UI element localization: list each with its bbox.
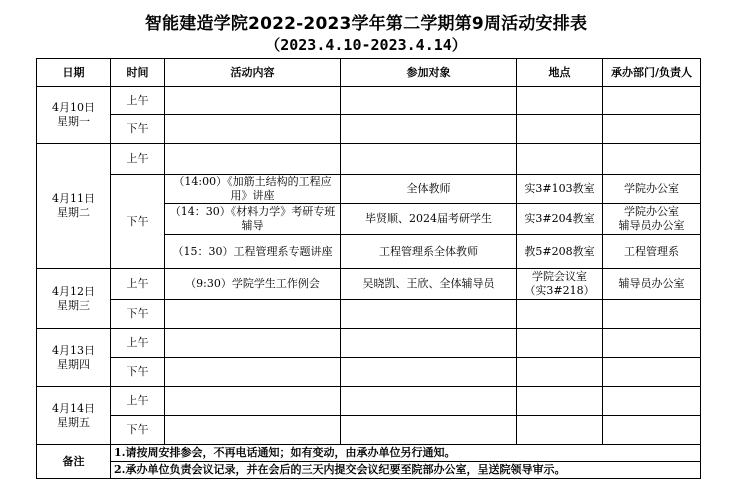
header-time: 时间: [111, 59, 165, 87]
day-weekday: 星期二: [57, 206, 90, 219]
empty-cell: [341, 144, 517, 175]
event-participants: 毕贤顺、2024届考研学生: [341, 204, 517, 235]
empty-cell: [603, 300, 701, 329]
empty-cell: [165, 329, 341, 358]
period-am: 上午: [111, 144, 165, 175]
empty-cell: [165, 87, 341, 115]
empty-cell: [341, 300, 517, 329]
period-pm: 下午: [111, 115, 165, 144]
day-cell-monday: [37, 87, 111, 144]
notes-label: 备注: [37, 445, 111, 479]
note-line-2: 2.承办单位负责会议记录，并在会后的三天内提交会议纪要至院部办公室，呈送院领导审示。: [111, 462, 701, 479]
empty-cell: [603, 329, 701, 358]
event-location: 教5#208教室: [517, 235, 603, 269]
empty-cell: [341, 87, 517, 115]
day-date: 4月13日: [52, 343, 95, 357]
day-cell-thursday: [37, 329, 111, 387]
day-weekday: 星期三: [57, 298, 90, 312]
day-cell-friday: [37, 387, 111, 445]
day-date: 4月14日: [52, 401, 95, 415]
header-date: 日期: [37, 59, 111, 87]
empty-cell: [517, 358, 603, 387]
empty-cell: [517, 416, 603, 445]
empty-cell: [341, 387, 517, 416]
event-organizer: 工程管理系: [603, 235, 701, 269]
event-organizer: 学院办公室 辅导员办公室: [603, 204, 701, 235]
period-am: 上午: [111, 87, 165, 115]
page-title: 智能建造学院2022-2023学年第二学期第9周活动安排表: [144, 14, 588, 34]
header-organizer: 承办部门/负责人: [603, 59, 701, 87]
event-location: 学院会议室 （实3#218）: [517, 269, 603, 300]
empty-cell: [603, 144, 701, 175]
empty-cell: [603, 358, 701, 387]
empty-cell: [517, 144, 603, 175]
day-weekday: 星期一: [57, 115, 90, 128]
period-pm: 下午: [111, 175, 165, 269]
empty-cell: [165, 115, 341, 144]
event-content: （14:00）《加筋土结构的工程应用》讲座: [165, 175, 341, 204]
day-date: 4月12日: [52, 284, 95, 298]
empty-cell: [603, 416, 701, 445]
event-organizer: 学院办公室: [603, 175, 701, 204]
day-date: 4月10日: [52, 101, 95, 114]
empty-cell: [603, 87, 701, 115]
empty-cell: [165, 416, 341, 445]
day-cell-wednesday: [37, 269, 111, 329]
empty-cell: [517, 300, 603, 329]
event-content: （14：30）《材料力学》考研专班辅导: [165, 204, 341, 235]
empty-cell: [603, 387, 701, 416]
empty-cell: [165, 387, 341, 416]
schedule-table: [36, 58, 701, 479]
day-weekday: 星期五: [57, 415, 90, 429]
day-date: 4月11日: [52, 192, 95, 205]
empty-cell: [341, 329, 517, 358]
event-participants: 全体教师: [341, 175, 517, 204]
period-pm: 下午: [111, 300, 165, 329]
empty-cell: [341, 115, 517, 144]
period-am: 上午: [111, 387, 165, 416]
note-line-1: 1.请按周安排参会，不再电话通知；如有变动，由承办单位另行通知。: [111, 445, 701, 462]
event-participants: 吴晓凯、王欣、全体辅导员: [341, 269, 517, 300]
event-content: （15：30）工程管理系专题讲座: [165, 235, 341, 269]
event-location: 实3#204教室: [517, 204, 603, 235]
empty-cell: [165, 144, 341, 175]
empty-cell: [603, 115, 701, 144]
event-organizer: 辅导员办公室: [603, 269, 701, 300]
empty-cell: [341, 358, 517, 387]
empty-cell: [341, 416, 517, 445]
period-am: 上午: [111, 269, 165, 300]
header-location: 地点: [517, 59, 603, 87]
event-location: 实3#103教室: [517, 175, 603, 204]
event-content: （9:30）学院学生工作例会: [165, 269, 341, 300]
empty-cell: [517, 329, 603, 358]
empty-cell: [165, 358, 341, 387]
header-participants: 参加对象: [341, 59, 517, 87]
period-am: 上午: [111, 329, 165, 358]
event-participants: 工程管理系全体教师: [341, 235, 517, 269]
period-pm: 下午: [111, 358, 165, 387]
day-cell-tuesday: [37, 144, 111, 269]
empty-cell: [517, 87, 603, 115]
empty-cell: [165, 300, 341, 329]
date-range: （2023.4.10-2023.4.14）: [265, 36, 467, 54]
header-content: 活动内容: [165, 59, 341, 87]
day-weekday: 星期四: [57, 357, 90, 371]
empty-cell: [517, 115, 603, 144]
empty-cell: [517, 387, 603, 416]
period-pm: 下午: [111, 416, 165, 445]
